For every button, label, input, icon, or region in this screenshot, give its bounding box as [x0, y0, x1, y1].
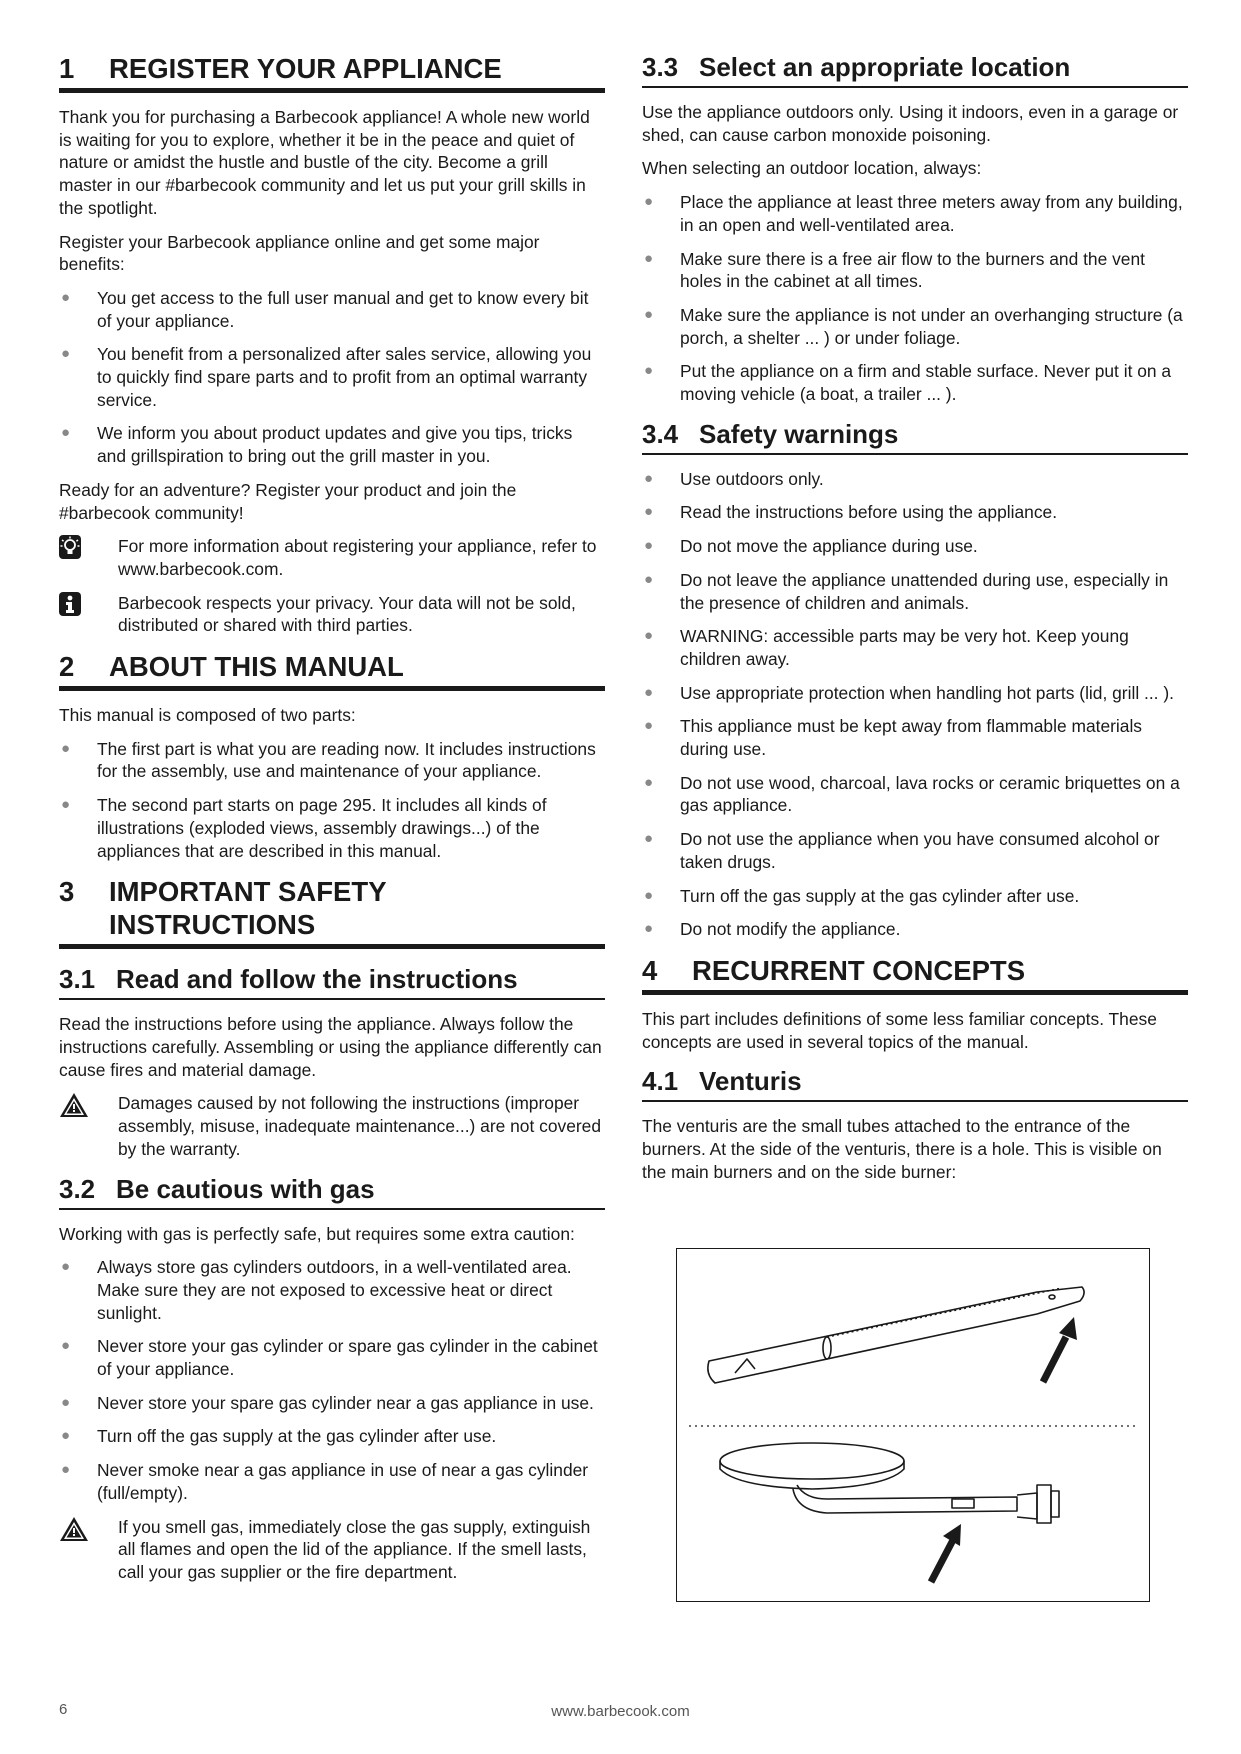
warning-note	[59, 1092, 605, 1160]
bullet-dot-icon: ●	[644, 570, 654, 588]
list-item: ● You benefit from a personalized after sales service, allowing you to quickly find spare parts and to profit from an optimal warranty service.	[61, 344, 592, 410]
bullet-dot-icon: ●	[644, 249, 654, 267]
bullet-list	[59, 1256, 605, 1504]
right-column	[642, 50, 1188, 1195]
bullet-dot-icon: ●	[61, 1427, 71, 1445]
list-item: ● Read the instructions before using the appliance.	[644, 502, 1058, 523]
heading-number: 4.1	[642, 1066, 679, 1097]
list-item: ● Do not use wood, charcoal, lava rocks or ceramic briquettes on a gas appliance.	[644, 772, 1180, 816]
paragraph: Working with gas is perfectly safe, but requires some extra caution:	[59, 1223, 575, 1244]
list-item: ● Make sure the appliance is not under an overhanging structure (a porch, a shelter ... ) or under foliage.	[644, 304, 1183, 348]
bullet-list	[642, 191, 1188, 406]
heading-title: ABOUT THIS MANUAL	[109, 651, 404, 683]
paragraph: Ready for an adventure? Register your product and join the #barbecook community!	[59, 479, 517, 523]
warning-note	[59, 1516, 605, 1584]
left-column	[59, 50, 605, 1595]
heading-title: REGISTER YOUR APPLIANCE	[109, 53, 502, 84]
paragraph: The venturis are the small tubes attached to the entrance of the burners. At the side of the venturis, there is a hole. This is visible on the main burners and on the side burner:	[642, 1116, 1162, 1182]
side-burner	[720, 1443, 904, 1479]
list-item: ● Do not leave the appliance unattended during use, especially in the presence of children and animals.	[644, 569, 1169, 613]
info-note	[59, 592, 605, 637]
heading-about-this-manual	[59, 648, 605, 691]
info-text: Barbecook respects your privacy. Your data will not be sold, distributed or shared with third parties.	[118, 592, 576, 636]
list-item: ● Never smoke near a gas appliance in use of near a gas cylinder (full/empty).	[61, 1460, 589, 1503]
bullet-dot-icon: ●	[61, 1258, 71, 1276]
heading-read-and-follow	[59, 962, 605, 1000]
bullet-dot-icon: ●	[644, 469, 654, 487]
bullet-dot-icon: ●	[61, 739, 71, 757]
bullet-dot-icon: ●	[644, 683, 654, 701]
paragraph: Use the appliance outdoors only. Using it indoors, even in a garage or shed, can cause carbon monoxide poisoning.	[642, 102, 1179, 145]
paragraph: Thank you for purchasing a Barbecook appliance! A whole new world is waiting for you to explore, whether it be in the peace and quiet of nature or amidst the hustle and bustle of the city. Become a grill master in our #barbecook community and let us put your grill skills in the spotlight.	[59, 107, 590, 218]
list-item: ● The first part is what you are reading now. It includes instructions for the assembly, use and maintenance of your appliance.	[61, 738, 596, 782]
warning-triangle-icon	[59, 1092, 118, 1160]
bullet-dot-icon: ●	[61, 288, 71, 306]
bullet-list	[59, 287, 605, 468]
paragraph: When selecting an outdoor location, always:	[642, 158, 982, 179]
list-item: ● Do not move the appliance during use.	[644, 536, 978, 557]
heading-be-cautious-with-gas	[59, 1172, 605, 1210]
warning-text: If you smell gas, immediately close the gas supply, extinguish all flames and open the lid of the appliance. If the smell lasts, call your gas supplier or the fire department.	[118, 1516, 591, 1582]
heading-number: 2	[59, 651, 75, 683]
heading-select-location	[642, 50, 1188, 88]
tip-note	[59, 535, 605, 580]
tip-text: For more information about registering your appliance, refer to www.barbecook.com.	[118, 536, 597, 579]
bullet-dot-icon: ●	[644, 773, 654, 791]
warning-text: Damages caused by not following the instructions (improper assembly, misuse, inadequate maintenance...) are not covered by the warranty.	[118, 1093, 602, 1159]
heading-title: Read and follow the instructions	[116, 964, 518, 995]
list-item: ● Put the appliance on a firm and stable surface. Never put it on a moving vehicle (a boat, a trailer ... ).	[644, 361, 1172, 405]
venturi-illustration	[676, 1248, 1150, 1602]
bullet-dot-icon: ●	[644, 503, 654, 521]
bullet-dot-icon: ●	[644, 193, 654, 211]
heading-recurrent-concepts	[642, 952, 1188, 995]
heading-number: 3.3	[642, 52, 679, 82]
main-burner-tube	[708, 1287, 1084, 1383]
bullet-dot-icon: ●	[644, 886, 654, 904]
bullet-dot-icon: ●	[61, 1337, 71, 1355]
list-item: ● The second part starts on page 295. It includes all kinds of illustrations (exploded views, assembly drawings...) of the appliances that are described in this manual.	[61, 795, 547, 861]
list-item: ● Do not modify the appliance.	[644, 919, 901, 940]
list-item: ● Always store gas cylinders outdoors, in a well-ventilated area. Make sure they are not exposed to excessive heat or direct sunlight.	[61, 1257, 572, 1323]
heading-number: 3	[59, 876, 75, 908]
heading-title: Select an appropriate location	[699, 52, 1071, 82]
bullet-dot-icon: ●	[644, 830, 654, 848]
info-icon	[59, 592, 118, 637]
list-item: ● Turn off the gas supply at the gas cylinder after use.	[61, 1426, 497, 1447]
list-item: ● This appliance must be kept away from flammable materials during use.	[644, 716, 1143, 760]
heading-number: 4	[642, 954, 658, 986]
list-item: ● Never store your spare gas cylinder near a gas appliance in use.	[61, 1392, 594, 1413]
heading-title: Safety warnings	[699, 418, 899, 449]
bullet-dot-icon: ●	[644, 717, 654, 735]
heading-title: RECURRENT CONCEPTS	[692, 954, 1026, 986]
list-item: ● Do not use the appliance when you have consumed alcohol or taken drugs.	[644, 829, 1160, 872]
footer-url: www.barbecook.com	[551, 1703, 690, 1720]
bullet-list	[59, 738, 605, 863]
heading-title: Be cautious with gas	[116, 1173, 375, 1204]
heading-important-safety-instructions	[59, 873, 605, 949]
venturi-drawing	[677, 1249, 1148, 1600]
bullet-dot-icon: ●	[644, 362, 654, 380]
list-item: ● Turn off the gas supply at the gas cylinder after use.	[644, 885, 1080, 906]
heading-number: 3.4	[642, 418, 679, 449]
warning-triangle-icon	[59, 1516, 118, 1584]
list-item: ● Use outdoors only.	[644, 468, 824, 489]
heading-title: Venturis	[699, 1066, 802, 1097]
paragraph: This manual is composed of two parts:	[59, 705, 356, 726]
paragraph: Register your Barbecook appliance online and get some major benefits:	[59, 231, 540, 275]
bullet-dot-icon: ●	[61, 1393, 71, 1411]
heading-title-line: INSTRUCTIONS	[109, 909, 316, 941]
bullet-list	[642, 468, 1188, 941]
paragraph: Read the instructions before using the appliance. Always follow the instructions carefully. Assembling or using the appliance differently can cause fires and material damage.	[59, 1014, 602, 1080]
list-item: ● Never store your gas cylinder or spare gas cylinder in the cabinet of your appliance.	[61, 1336, 598, 1380]
bullet-dot-icon: ●	[644, 537, 654, 555]
bullet-dot-icon: ●	[644, 627, 654, 645]
heading-title	[109, 875, 387, 941]
bullet-dot-icon: ●	[61, 796, 71, 814]
heading-number: 1	[59, 53, 75, 84]
list-item: ● You get access to the full user manual and get to know every bit of your appliance.	[61, 287, 589, 331]
page-number: 6	[59, 1701, 68, 1718]
heading-title-line: IMPORTANT SAFETY	[109, 876, 387, 908]
paragraph: This part includes definitions of some less familiar concepts. These concepts are used in several topics of the manual.	[642, 1008, 1157, 1052]
list-item: ● We inform you about product updates and give you tips, tricks and grillspiration to bring out the grill master in you.	[61, 423, 573, 467]
list-item: ● Use appropriate protection when handling hot parts (lid, grill ... ).	[644, 682, 1174, 703]
list-item: ● Place the appliance at least three meters away from any building, in an open and well-ventilated area.	[644, 192, 1183, 235]
list-item: ● WARNING: accessible parts may be very hot. Keep young children away.	[644, 626, 1129, 669]
heading-number: 3.1	[59, 964, 96, 995]
heading-safety-warnings	[642, 417, 1188, 455]
heading-register-your-appliance	[59, 50, 605, 93]
bullet-dot-icon: ●	[61, 1461, 71, 1479]
heading-number: 3.2	[59, 1173, 96, 1204]
list-item: ● Make sure there is a free air flow to the burners and the vent holes in the cabinet at all times.	[644, 248, 1145, 292]
bullet-dot-icon: ●	[644, 920, 654, 938]
heading-venturis	[642, 1064, 1188, 1102]
lightbulb-icon	[59, 535, 118, 580]
bullet-dot-icon: ●	[61, 345, 71, 363]
bullet-dot-icon: ●	[61, 424, 71, 442]
bullet-dot-icon: ●	[644, 305, 654, 323]
